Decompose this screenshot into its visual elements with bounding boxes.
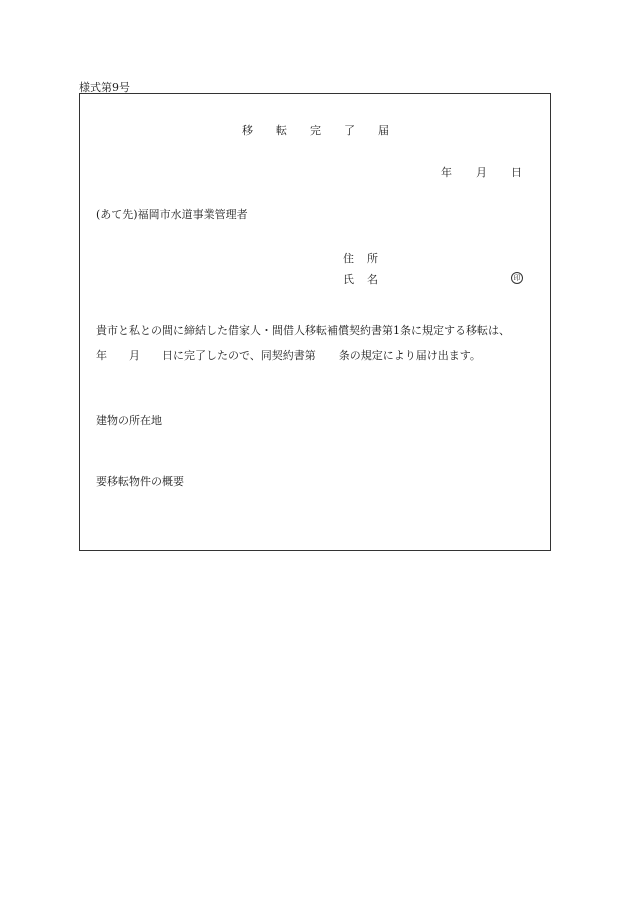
body-text-line-1: 貴市と私との間に締結した借家人・間借人移転補償契約書第1条に規定する移転は、 [96, 324, 510, 337]
form-number: 様式第9号 [79, 81, 130, 94]
name-label-char: 氏 [343, 273, 354, 286]
title-char: 了 [344, 124, 356, 137]
name-label-char: 名 [367, 273, 378, 286]
title-char: 転 [276, 124, 288, 137]
body-article-text: 条の規定により届け出ます。 [338, 349, 481, 362]
property-summary-label: 要移転物件の概要 [96, 475, 184, 488]
address-label-char: 住 [343, 252, 354, 265]
title-char: 届 [378, 124, 390, 137]
seal-mark: 印 [511, 272, 523, 284]
body-text-line-2 [96, 347, 481, 363]
body-day-text: 日に完了したので、同契約書第 [162, 349, 316, 362]
address-label [343, 250, 378, 266]
date-day: 日 [511, 166, 522, 179]
date-line [441, 164, 522, 180]
form-box [79, 93, 551, 551]
addressee: (あて先)福岡市水道事業管理者 [96, 208, 248, 221]
form-title [80, 122, 552, 138]
title-char: 移 [242, 124, 254, 137]
building-location-label: 建物の所在地 [96, 414, 162, 427]
name-label [343, 271, 378, 287]
body-year: 年 [96, 349, 107, 362]
address-label-char: 所 [367, 252, 378, 265]
date-year: 年 [441, 166, 452, 179]
body-month: 月 [129, 349, 140, 362]
date-month: 月 [476, 166, 487, 179]
title-char: 完 [310, 124, 322, 137]
